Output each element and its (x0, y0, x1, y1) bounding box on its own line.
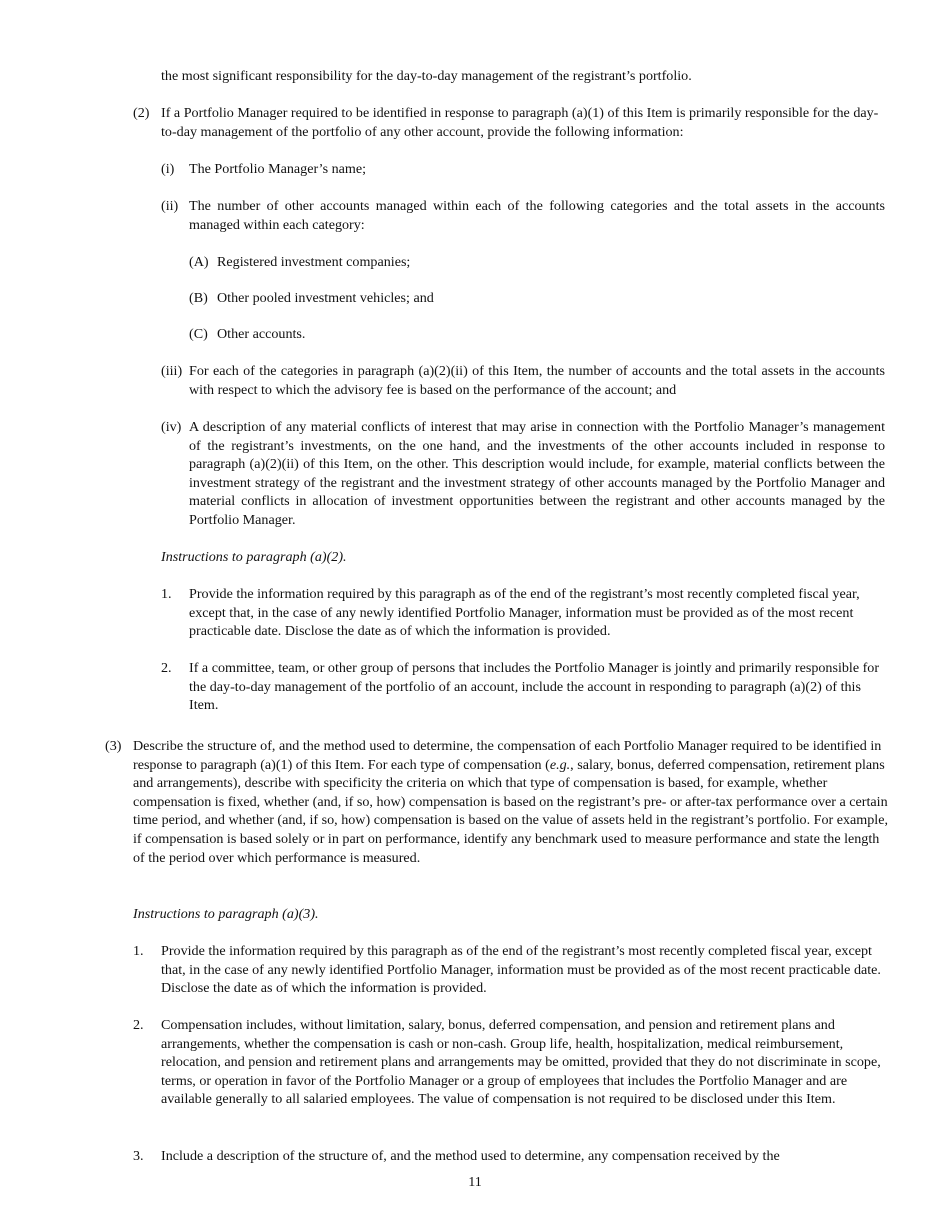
continuation-text: the most significant responsibility for the day-to-day management of the registrant’s portfolio. (161, 68, 692, 84)
item-iv: (iv) A description of any material conflicts of interest that may arise in connection with the Portfolio Manager’s management of the registrant’s investments, on the one hand, and the investments of the other accounts included in response to paragraph (a)(2)(ii) of this Item, on the other. This description would include, for example, material conflicts between the investment strategy of the registrant and the investment strategy of other accounts managed by the Portfolio Manager and material conflicts in allocation of investment opportunities between the registrant and other accounts managed by the Portfolio Manager. (161, 419, 885, 528)
item-iii: (iii) For each of the categories in paragraph (a)(2)(ii) of this Item, the number of accounts and the total assets in the accounts with respect to which the advisory fee is based on the performance of the account; and (161, 363, 885, 398)
instruction-a3-3: 3. Include a description of the structure of, and the method used to determine, any compensation received by the (133, 1148, 780, 1164)
item-ii: (ii) The number of other accounts managed within each of the following categories and the total assets in the accounts managed within each category: (161, 198, 885, 233)
item-A: (A) Registered investment companies; (189, 254, 411, 270)
instruction-a2-2: 2. If a committee, team, or other group of persons that includes the Portfolio Manager is jointly and primarily responsible for the day-to-day management of the portfolio of an account, include the account in responding to paragraph (a)(2) of this Item. (161, 660, 880, 714)
item-B: (B) Other pooled investment vehicles; and (189, 290, 434, 306)
item-i: (i) The Portfolio Manager’s name; (161, 161, 367, 177)
instructions-heading-a2: Instructions to paragraph (a)(2). (161, 549, 347, 565)
paragraph-a3-label: (3) (105, 738, 122, 754)
paragraph-a2-label: (2) (133, 105, 150, 121)
paragraph-a2-text: If a Portfolio Manager required to be identified in response to paragraph (a)(1) of this Item is primarily responsible for the day-to-day management of the portfolio of any other account, provide the following information: (161, 105, 879, 140)
instruction-a2-1: 1. Provide the information required by this paragraph as of the end of the registrant’s most recently completed fiscal year, except that, in the case of any newly identified Portfolio Manager, information must be provided as of the most recent practicable date. Disclose the date as of which the information is provided. (161, 586, 860, 640)
paragraph-a3: (3) Describe the structure of, and the method used to determine, the compensation of each Portfolio Manager required to be identified in response to paragraph (a)(1) of this Item. For each type of compensation (e.g., salary, bonus, deferred compensation, retirement plans and arrangements), describe with specificity the criteria on which that type of compensation is based, for example, whether compensation is fixed, whether (and, if so, how) compensation is based on the registrant’s pre- or after-tax performance over a certain time period, and whether (and, if so, how) compensation is based on the value of assets held in the registrant’s portfolio. For example, if compensation is based solely or in part on performance, identify any benchmark used to measure performance and state the length of the period over which performance is measured. (105, 738, 889, 866)
page-number: 11 (468, 1174, 482, 1190)
instruction-a3-2: 2. Compensation includes, without limitation, salary, bonus, deferred compensation, and pension and retirement plans and arrangements, whether the compensation is cash or non-cash. Group life, health, hospitalization, medical reimbursement, relocation, and pension and retirement plans and arrangements may be omitted, provided that they do not discriminate in scope, terms, or operation in favor of the Portfolio Manager or a group of employees that includes the Portfolio Manager and are available generally to all salaried employees. The value of compensation is not required to be disclosed under this Item. (133, 1017, 881, 1108)
paragraph-a2 (133, 104, 885, 141)
instruction-a3-1: 1. Provide the information required by this paragraph as of the end of the registrant’s most recently completed fiscal year, except that, in the case of any newly identified Portfolio Manager, information must be provided as of the most recent practicable date. Disclose the date as of which the information is provided. (133, 943, 881, 997)
instructions-heading-a3: Instructions to paragraph (a)(3). (133, 906, 319, 922)
item-C: (C) Other accounts. (189, 326, 306, 342)
